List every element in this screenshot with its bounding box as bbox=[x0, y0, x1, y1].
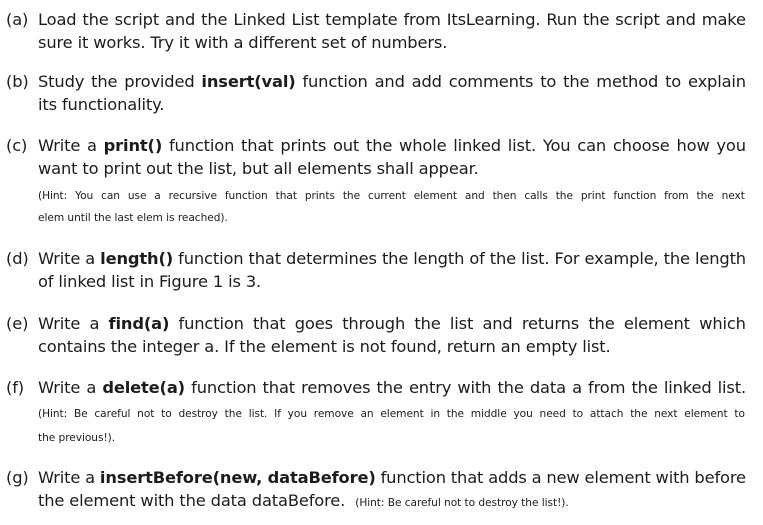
word: a bbox=[531, 468, 542, 487]
word: the bbox=[489, 249, 517, 268]
function-name: delete(a) bbox=[102, 378, 185, 397]
word: next bbox=[654, 408, 678, 420]
function-name: find(a) bbox=[108, 314, 170, 333]
item-line-1 bbox=[38, 248, 746, 270]
item-label: (b) bbox=[6, 72, 29, 91]
word: linked bbox=[453, 136, 501, 155]
word: can bbox=[577, 136, 607, 155]
word: a bbox=[85, 249, 96, 268]
item-line-2: of linked list in Figure 1 is 3. bbox=[38, 272, 262, 291]
word: you bbox=[716, 136, 746, 155]
word: returns bbox=[521, 314, 580, 333]
word: a bbox=[86, 378, 97, 397]
word: list. bbox=[507, 136, 537, 155]
word: recursive bbox=[168, 190, 217, 202]
word: the bbox=[583, 10, 610, 29]
inline-hint: (Hint: Be careful not to destroy the list!). bbox=[355, 497, 569, 509]
word: that bbox=[253, 314, 286, 333]
word: through bbox=[342, 314, 406, 333]
word: If bbox=[274, 408, 281, 420]
word: element bbox=[684, 408, 728, 420]
word: can bbox=[101, 190, 120, 202]
word: Write bbox=[38, 249, 81, 268]
word: List bbox=[291, 10, 320, 29]
hint-line-2: the previous!). bbox=[38, 432, 116, 444]
word: and bbox=[374, 72, 405, 91]
word: Linked bbox=[233, 10, 286, 29]
word: Write bbox=[38, 378, 81, 397]
word: and bbox=[165, 10, 196, 29]
word: element bbox=[623, 314, 690, 333]
item-line-1 bbox=[38, 135, 746, 157]
word: a bbox=[154, 190, 161, 202]
word: For bbox=[554, 249, 580, 268]
word: attach bbox=[589, 408, 624, 420]
word: need bbox=[539, 408, 566, 420]
item-label: (g) bbox=[6, 468, 29, 487]
word: from bbox=[588, 378, 626, 397]
word: Study bbox=[38, 72, 85, 91]
word: before bbox=[694, 468, 746, 487]
word: which bbox=[699, 314, 746, 333]
item-line-2 bbox=[38, 490, 569, 514]
word: how bbox=[676, 136, 710, 155]
word: You bbox=[75, 190, 94, 202]
item-line-1 bbox=[38, 313, 746, 335]
word: function bbox=[178, 249, 244, 268]
word: the bbox=[446, 408, 465, 420]
item-line-2: its functionality. bbox=[38, 95, 165, 114]
word: the bbox=[497, 378, 524, 397]
word: Write bbox=[38, 468, 81, 487]
item-label: (a) bbox=[6, 10, 29, 29]
word: to bbox=[161, 408, 172, 420]
word: an bbox=[360, 408, 374, 420]
word: removes bbox=[301, 378, 371, 397]
word: of bbox=[469, 249, 485, 268]
word: with bbox=[457, 378, 492, 397]
word: you bbox=[287, 408, 307, 420]
word: the bbox=[342, 190, 361, 202]
word: example, bbox=[584, 249, 659, 268]
word: make bbox=[701, 10, 746, 29]
hint-line-1 bbox=[38, 189, 745, 203]
word: Be bbox=[73, 408, 88, 420]
item-line-1 bbox=[38, 467, 746, 489]
word: the bbox=[555, 190, 573, 202]
word: to bbox=[665, 72, 682, 91]
item-line-1 bbox=[38, 377, 746, 399]
word: goes bbox=[294, 314, 333, 333]
word: (Hint: bbox=[38, 190, 68, 202]
word: next bbox=[721, 190, 745, 202]
item-line-2: sure it works. Try it with a different set of numbers. bbox=[38, 33, 448, 52]
function-name: length() bbox=[100, 249, 174, 268]
word: element bbox=[413, 190, 458, 202]
word: function bbox=[191, 378, 257, 397]
word: print bbox=[580, 190, 606, 202]
word: function bbox=[224, 190, 268, 202]
word: Run bbox=[546, 10, 578, 29]
word: not bbox=[137, 408, 155, 420]
word: function bbox=[178, 314, 244, 333]
word: that bbox=[248, 249, 281, 268]
word: remove bbox=[313, 408, 354, 420]
word: explain bbox=[687, 72, 746, 91]
word: linked bbox=[663, 378, 712, 397]
word: length bbox=[413, 249, 465, 268]
word: calls bbox=[524, 190, 548, 202]
word: to bbox=[572, 408, 584, 420]
word: and bbox=[665, 10, 696, 29]
item-line-1 bbox=[38, 71, 746, 93]
word: the bbox=[414, 314, 441, 333]
word: You bbox=[542, 136, 571, 155]
hint-line-1 bbox=[38, 407, 745, 421]
word: list. bbox=[521, 249, 550, 268]
word: data bbox=[529, 378, 566, 397]
word: a bbox=[87, 136, 97, 155]
word: from bbox=[664, 190, 689, 202]
word: ItsLearning. bbox=[446, 10, 541, 29]
word: the bbox=[365, 136, 393, 155]
line-text: the element with the data dataBefore. bbox=[38, 491, 346, 510]
word: the bbox=[376, 378, 403, 397]
word: function bbox=[380, 468, 446, 487]
word: to bbox=[540, 72, 557, 91]
word: provided bbox=[124, 72, 195, 91]
word: function bbox=[168, 136, 235, 155]
word: a bbox=[85, 468, 95, 487]
word: Load bbox=[38, 10, 77, 29]
word: with bbox=[655, 468, 690, 487]
word: (Hint: bbox=[38, 408, 68, 420]
word: function bbox=[302, 72, 368, 91]
word: Write bbox=[38, 314, 81, 333]
word: entry bbox=[408, 378, 452, 397]
word: comments bbox=[448, 72, 534, 91]
word: a bbox=[89, 314, 100, 333]
word: script bbox=[114, 10, 160, 29]
word: function bbox=[613, 190, 657, 202]
word: from bbox=[403, 10, 441, 29]
item-label: (c) bbox=[6, 136, 28, 155]
word: the bbox=[201, 10, 228, 29]
word: current bbox=[367, 190, 406, 202]
word: the bbox=[696, 190, 714, 202]
word: the bbox=[631, 378, 658, 397]
word: that bbox=[450, 468, 484, 487]
item-label: (f) bbox=[6, 378, 24, 397]
word: to bbox=[734, 408, 745, 420]
word: then bbox=[492, 190, 517, 202]
word: the bbox=[82, 10, 109, 29]
word: that bbox=[262, 378, 296, 397]
word: and bbox=[482, 314, 513, 333]
item-label: (d) bbox=[6, 249, 29, 268]
word: and bbox=[464, 190, 485, 202]
word: list. bbox=[717, 378, 746, 397]
word: you bbox=[513, 408, 533, 420]
word: add bbox=[411, 72, 442, 91]
word: prints bbox=[304, 190, 335, 202]
word: determines bbox=[286, 249, 377, 268]
word: a bbox=[572, 378, 582, 397]
word: choose bbox=[612, 136, 670, 155]
item-line-1 bbox=[38, 9, 746, 31]
word: the bbox=[381, 249, 409, 268]
word: the bbox=[588, 314, 615, 333]
word: template bbox=[325, 10, 398, 29]
word: adds bbox=[488, 468, 527, 487]
word: careful bbox=[94, 408, 131, 420]
word: new bbox=[546, 468, 580, 487]
word: out bbox=[332, 136, 360, 155]
word: the bbox=[663, 249, 690, 268]
word: script bbox=[615, 10, 660, 29]
word: prints bbox=[280, 136, 327, 155]
word: method bbox=[596, 72, 659, 91]
word: whole bbox=[399, 136, 447, 155]
item-line-2: contains the integer a. If the element is not found, return an empty list. bbox=[38, 337, 611, 356]
word: middle bbox=[470, 408, 507, 420]
item-label: (e) bbox=[6, 314, 29, 333]
word: destroy bbox=[178, 408, 218, 420]
word: that bbox=[241, 136, 274, 155]
word: length bbox=[694, 249, 746, 268]
word: element bbox=[380, 408, 424, 420]
word: Write bbox=[38, 136, 81, 155]
word: the bbox=[563, 72, 590, 91]
function-name: insertBefore(new, dataBefore) bbox=[99, 468, 376, 487]
word: element bbox=[584, 468, 651, 487]
word: list bbox=[449, 314, 474, 333]
hint-line-2: elem until the last elem is reached). bbox=[38, 212, 228, 224]
word: the bbox=[630, 408, 648, 420]
word: in bbox=[430, 408, 441, 420]
function-name: insert(val) bbox=[201, 72, 296, 91]
word: use bbox=[127, 190, 147, 202]
function-name: print() bbox=[103, 136, 163, 155]
word: that bbox=[275, 190, 297, 202]
word: the bbox=[91, 72, 118, 91]
word: the bbox=[224, 408, 242, 420]
item-line-2: want to print out the list, but all elements shall appear. bbox=[38, 159, 479, 178]
word: list. bbox=[248, 408, 268, 420]
